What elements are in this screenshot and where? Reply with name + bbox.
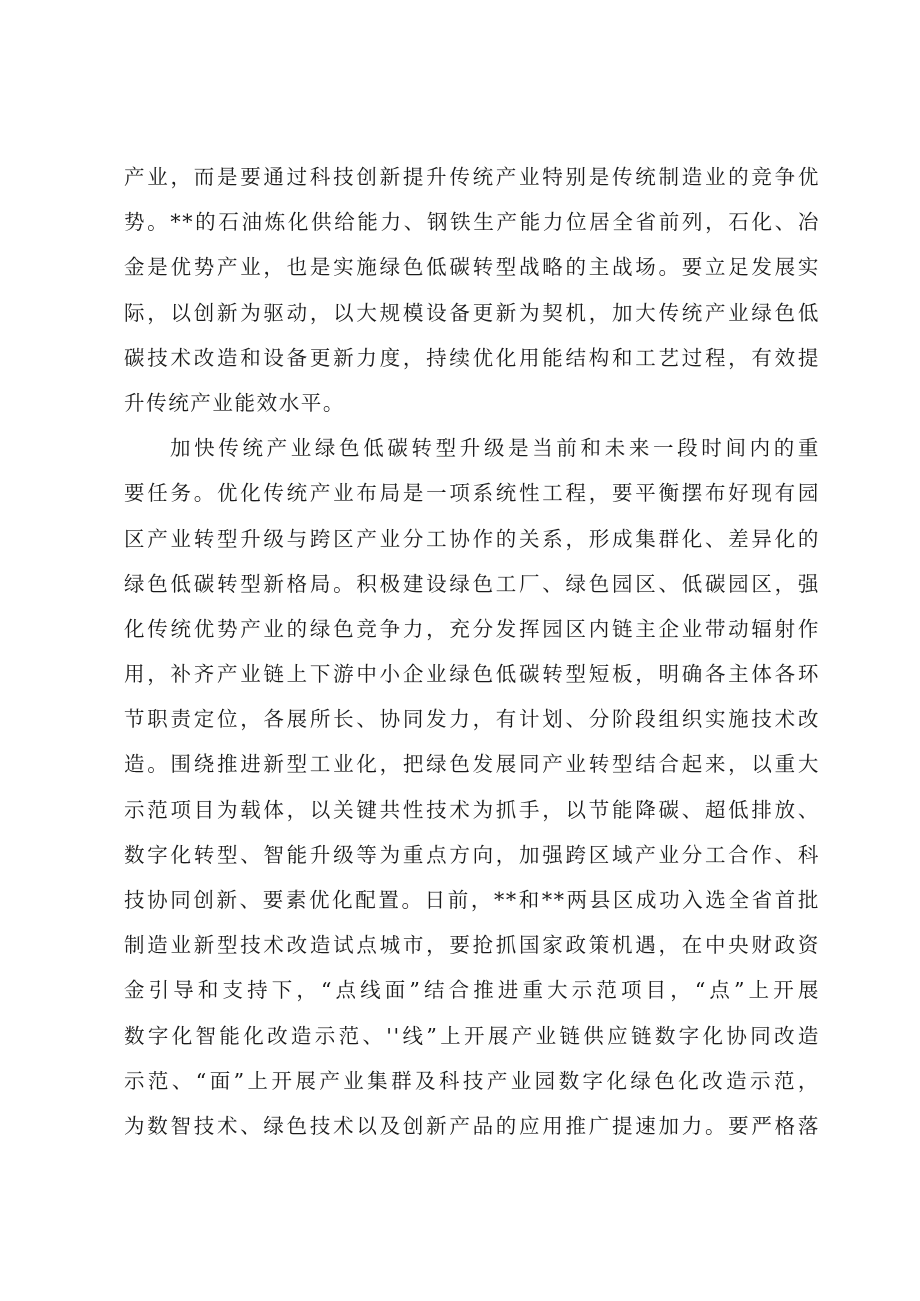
text-line: 示范项目为载体，以关键共性技术为抓手，以节能降碳、超低排放、 xyxy=(124,797,820,822)
text-line: 绿色低碳转型新格局。积极建设绿色工厂、绿色园区、低碳园区，强 xyxy=(124,571,820,596)
text-line: 数字化智能化改造示范、''线”上开展产业链供应链数字化协同改造 xyxy=(124,1023,820,1048)
text-line: 数字化转型、智能升级等为重点方向，加强跨区域产业分工合作、科 xyxy=(124,842,820,867)
text-line: 节职责定位，各展所长、协同发力，有计划、分阶段组织实施技术改 xyxy=(124,707,820,732)
text-line: 际，以创新为驱动，以大规模设备更新为契机，加大传统产业绿色低 xyxy=(124,300,820,325)
text-line: 势。**的石油炼化供给能力、钢铁生产能力位居全省前列，石化、冶 xyxy=(124,210,820,235)
text-line: 区产业转型升级与跨区产业分工协作的关系，形成集群化、差异化的 xyxy=(124,526,820,551)
text-line: 金引导和支持下，“点线面”结合推进重大示范项目，“点”上开展 xyxy=(124,978,820,1003)
document-body xyxy=(124,155,820,1149)
text-line: 碳技术改造和设备更新力度，持续优化用能结构和工艺过程，有效提 xyxy=(124,345,820,370)
text-line: 示范、“面”上开展产业集群及科技产业园数字化绿色化改造示范， xyxy=(124,1068,820,1093)
text-line: 金是优势产业，也是实施绿色低碳转型战略的主战场。要立足发展实 xyxy=(124,255,820,280)
paragraph xyxy=(124,155,820,426)
text-line: 化传统优势产业的绿色竞争力，充分发挥园区内链主企业带动辐射作 xyxy=(124,616,820,641)
text-line: 产业，而是要通过科技创新提升传统产业特别是传统制造业的竞争优 xyxy=(124,165,820,189)
paragraph xyxy=(124,426,820,1149)
text-line: 造。围绕推进新型工业化，把绿色发展同产业转型结合起来，以重大 xyxy=(124,752,820,777)
text-line: 为数智技术、绿色技术以及创新产品的应用推广提速加力。要严格落 xyxy=(124,1113,820,1138)
text-line: 技协同创新、要素优化配置。日前，**和**两县区成功入选全省首批 xyxy=(124,888,820,912)
text-line: 用，补齐产业链上下游中小企业绿色低碳转型短板，明确各主体各环 xyxy=(124,662,820,687)
text-line: 加快传统产业绿色低碳转型升级是当前和未来一段时间内的重 xyxy=(170,436,820,461)
text-line: 要任务。优化传统产业布局是一项系统性工程，要平衡摆布好现有园 xyxy=(124,481,820,506)
text-line: 制造业新型技术改造试点城市，要抢抓国家政策机遇，在中央财政资 xyxy=(124,933,820,958)
text-line: 升传统产业能效水平。 xyxy=(124,390,345,415)
